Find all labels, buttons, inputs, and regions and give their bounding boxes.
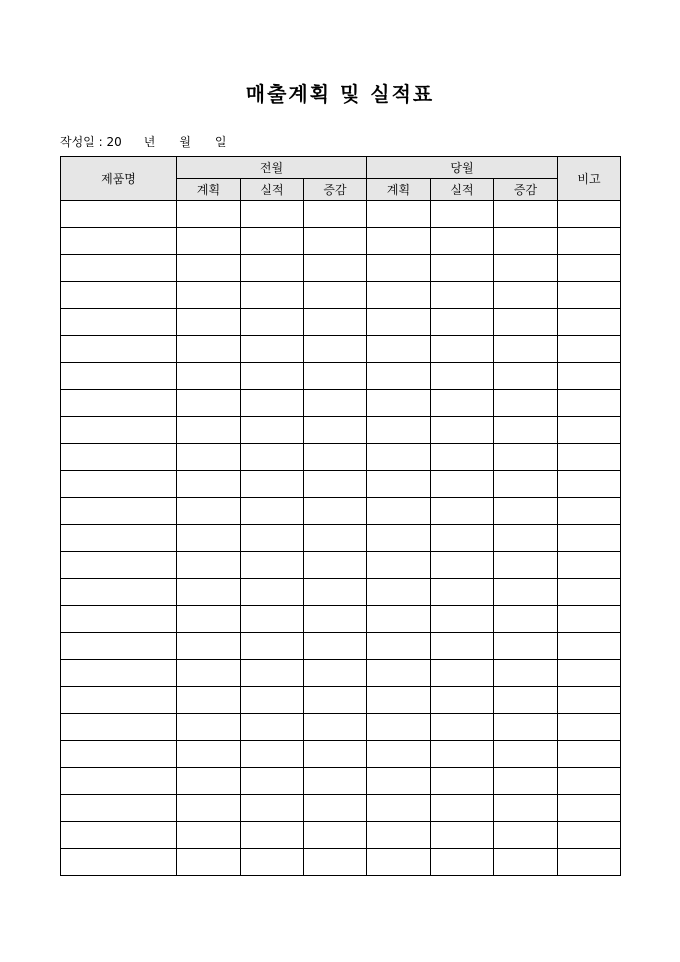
table-cell[interactable] (367, 444, 431, 471)
table-cell[interactable] (177, 660, 241, 687)
table-cell[interactable] (61, 309, 177, 336)
table-row (61, 579, 621, 606)
table-cell[interactable] (367, 714, 431, 741)
table-cell[interactable] (241, 633, 304, 660)
table-row (61, 822, 621, 849)
table-cell[interactable] (177, 417, 241, 444)
table-body (61, 201, 621, 876)
table-cell[interactable] (61, 741, 177, 768)
table-cell[interactable] (558, 552, 621, 579)
table-cell[interactable] (241, 552, 304, 579)
table-cell[interactable] (304, 390, 367, 417)
table-cell[interactable] (241, 606, 304, 633)
table-cell[interactable] (367, 417, 431, 444)
table-cell[interactable] (241, 579, 304, 606)
sales-report-table (60, 156, 621, 876)
table-cell[interactable] (558, 822, 621, 849)
table-cell[interactable] (304, 471, 367, 498)
table-cell[interactable] (61, 660, 177, 687)
table-cell[interactable] (304, 417, 367, 444)
table-cell[interactable] (241, 282, 304, 309)
table-cell[interactable] (304, 606, 367, 633)
table-cell[interactable] (367, 390, 431, 417)
table-cell[interactable] (494, 525, 558, 552)
table-cell[interactable] (367, 201, 431, 228)
table-cell[interactable] (61, 201, 177, 228)
table-cell[interactable] (367, 255, 431, 282)
table-cell[interactable] (61, 255, 177, 282)
table-row (61, 336, 621, 363)
table-cell[interactable] (304, 201, 367, 228)
table-cell[interactable] (494, 714, 558, 741)
table-cell[interactable] (558, 255, 621, 282)
table-cell[interactable] (367, 309, 431, 336)
table-cell[interactable] (61, 633, 177, 660)
table-cell[interactable] (558, 741, 621, 768)
table-cell[interactable] (61, 606, 177, 633)
table-cell[interactable] (431, 282, 494, 309)
table-cell[interactable] (177, 741, 241, 768)
table-cell[interactable] (367, 336, 431, 363)
table-cell[interactable] (304, 228, 367, 255)
table-cell[interactable] (61, 471, 177, 498)
table-cell[interactable] (61, 336, 177, 363)
table-cell[interactable] (304, 795, 367, 822)
table-cell[interactable] (61, 849, 177, 876)
table-cell[interactable] (241, 336, 304, 363)
table-cell[interactable] (177, 714, 241, 741)
current-actual-header: 실적 (431, 179, 494, 201)
month-unit: 월 (179, 135, 191, 149)
table-cell[interactable] (61, 579, 177, 606)
table-cell[interactable] (494, 795, 558, 822)
table-cell[interactable] (241, 309, 304, 336)
table-cell[interactable] (177, 768, 241, 795)
table-cell[interactable] (494, 822, 558, 849)
table-cell[interactable] (431, 741, 494, 768)
table-cell[interactable] (558, 363, 621, 390)
table-row (61, 768, 621, 795)
table-cell[interactable] (558, 714, 621, 741)
table-cell[interactable] (61, 714, 177, 741)
table-cell[interactable] (494, 579, 558, 606)
table-row (61, 741, 621, 768)
table-cell[interactable] (558, 768, 621, 795)
table-cell[interactable] (177, 228, 241, 255)
table-cell[interactable] (558, 282, 621, 309)
prev-month-header: 전월 (177, 157, 367, 179)
table-row (61, 795, 621, 822)
table-cell[interactable] (494, 444, 558, 471)
table-cell[interactable] (177, 525, 241, 552)
prev-change-header: 증감 (304, 179, 367, 201)
table-cell[interactable] (431, 552, 494, 579)
table-cell[interactable] (304, 822, 367, 849)
table-cell[interactable] (494, 498, 558, 525)
table-cell[interactable] (494, 309, 558, 336)
table-cell[interactable] (367, 606, 431, 633)
table-cell[interactable] (431, 606, 494, 633)
table-cell[interactable] (431, 471, 494, 498)
table-cell[interactable] (558, 309, 621, 336)
table-cell[interactable] (177, 498, 241, 525)
current-plan-header: 계획 (367, 179, 431, 201)
table-cell[interactable] (177, 390, 241, 417)
table-row (61, 552, 621, 579)
table-cell[interactable] (431, 228, 494, 255)
table-row (61, 849, 621, 876)
table-cell[interactable] (431, 795, 494, 822)
table-cell[interactable] (367, 471, 431, 498)
table-cell[interactable] (61, 525, 177, 552)
table-row (61, 417, 621, 444)
table-cell[interactable] (241, 471, 304, 498)
table-cell[interactable] (431, 336, 494, 363)
table-cell[interactable] (367, 795, 431, 822)
table-cell[interactable] (431, 714, 494, 741)
table-cell[interactable] (367, 282, 431, 309)
table-cell[interactable] (304, 309, 367, 336)
table-cell[interactable] (177, 822, 241, 849)
table-cell[interactable] (61, 282, 177, 309)
table-cell[interactable] (494, 741, 558, 768)
table-cell[interactable] (494, 768, 558, 795)
product-name-header: 제품명 (61, 157, 177, 201)
table-cell[interactable] (558, 687, 621, 714)
table-cell[interactable] (431, 660, 494, 687)
table-cell[interactable] (304, 660, 367, 687)
table-cell[interactable] (304, 633, 367, 660)
table-cell[interactable] (494, 849, 558, 876)
table-cell[interactable] (431, 822, 494, 849)
table-cell[interactable] (367, 228, 431, 255)
current-change-header: 증감 (494, 179, 558, 201)
table-cell[interactable] (304, 363, 367, 390)
table-cell[interactable] (177, 309, 241, 336)
table-cell[interactable] (304, 741, 367, 768)
table-cell[interactable] (241, 444, 304, 471)
table-cell[interactable] (431, 525, 494, 552)
table-cell[interactable] (241, 363, 304, 390)
table-cell[interactable] (61, 228, 177, 255)
table-cell[interactable] (494, 606, 558, 633)
table-cell[interactable] (61, 363, 177, 390)
table-cell[interactable] (304, 579, 367, 606)
table-cell[interactable] (61, 417, 177, 444)
table-row (61, 633, 621, 660)
table-cell[interactable] (558, 606, 621, 633)
table-cell[interactable] (367, 768, 431, 795)
table-cell[interactable] (431, 363, 494, 390)
table-row (61, 228, 621, 255)
table-cell[interactable] (304, 687, 367, 714)
table-cell[interactable] (494, 336, 558, 363)
table-cell[interactable] (431, 390, 494, 417)
table-cell[interactable] (367, 687, 431, 714)
table-cell[interactable] (177, 579, 241, 606)
table-cell[interactable] (241, 687, 304, 714)
table-cell[interactable] (241, 228, 304, 255)
table-cell[interactable] (61, 390, 177, 417)
day-unit: 일 (214, 135, 227, 149)
table-cell[interactable] (558, 336, 621, 363)
table-cell[interactable] (241, 201, 304, 228)
table-cell[interactable] (494, 552, 558, 579)
table-cell[interactable] (177, 795, 241, 822)
table-cell[interactable] (367, 849, 431, 876)
table-cell[interactable] (558, 471, 621, 498)
table-cell[interactable] (494, 228, 558, 255)
table-cell[interactable] (431, 687, 494, 714)
table-cell[interactable] (494, 282, 558, 309)
table-cell[interactable] (494, 390, 558, 417)
table-cell[interactable] (241, 498, 304, 525)
table-cell[interactable] (177, 363, 241, 390)
table-cell[interactable] (494, 633, 558, 660)
table-cell[interactable] (177, 687, 241, 714)
table-cell[interactable] (177, 552, 241, 579)
table-cell[interactable] (177, 255, 241, 282)
table-cell[interactable] (558, 390, 621, 417)
table-cell[interactable] (241, 417, 304, 444)
table-cell[interactable] (558, 444, 621, 471)
table-cell[interactable] (61, 687, 177, 714)
table-cell[interactable] (558, 633, 621, 660)
table-row (61, 255, 621, 282)
table-row (61, 525, 621, 552)
table-cell[interactable] (177, 336, 241, 363)
table-cell[interactable] (367, 579, 431, 606)
table-cell[interactable] (494, 687, 558, 714)
table-cell[interactable] (304, 714, 367, 741)
table-row (61, 606, 621, 633)
table-row (61, 714, 621, 741)
document-title: 매출계획 및 실적표 (245, 82, 435, 106)
date-label: 작성일 : 20 (60, 135, 122, 149)
table-cell[interactable] (558, 417, 621, 444)
table-cell[interactable] (177, 633, 241, 660)
table-cell[interactable] (431, 201, 494, 228)
table-cell[interactable] (431, 417, 494, 444)
table-cell[interactable] (61, 768, 177, 795)
table-cell[interactable] (177, 849, 241, 876)
table-cell[interactable] (367, 741, 431, 768)
table-cell[interactable] (304, 525, 367, 552)
table-cell[interactable] (304, 282, 367, 309)
table-cell[interactable] (431, 633, 494, 660)
table-cell[interactable] (367, 525, 431, 552)
table-cell[interactable] (241, 255, 304, 282)
table-cell[interactable] (241, 714, 304, 741)
table-cell[interactable] (494, 363, 558, 390)
table-cell[interactable] (431, 498, 494, 525)
table-cell[interactable] (367, 633, 431, 660)
table-cell[interactable] (241, 795, 304, 822)
table-cell[interactable] (304, 768, 367, 795)
table-cell[interactable] (304, 498, 367, 525)
table-cell[interactable] (367, 498, 431, 525)
table-cell[interactable] (304, 552, 367, 579)
table-cell[interactable] (494, 417, 558, 444)
table-row (61, 444, 621, 471)
table-row (61, 660, 621, 687)
table-cell[interactable] (177, 606, 241, 633)
table-cell[interactable] (61, 795, 177, 822)
remarks-header: 비고 (558, 157, 621, 201)
table-cell[interactable] (241, 390, 304, 417)
current-month-header: 당월 (367, 157, 558, 179)
table-row (61, 309, 621, 336)
table-cell[interactable] (558, 498, 621, 525)
table-cell[interactable] (61, 822, 177, 849)
table-cell[interactable] (304, 255, 367, 282)
table-cell[interactable] (431, 579, 494, 606)
table-cell[interactable] (558, 795, 621, 822)
prev-plan-header: 계획 (177, 179, 241, 201)
date-line (60, 133, 227, 150)
table-cell[interactable] (177, 201, 241, 228)
table-cell[interactable] (494, 660, 558, 687)
table-cell[interactable] (177, 444, 241, 471)
table-cell[interactable] (367, 660, 431, 687)
table-cell[interactable] (241, 849, 304, 876)
table-row (61, 390, 621, 417)
table-cell[interactable] (558, 228, 621, 255)
table-cell[interactable] (431, 255, 494, 282)
table-cell[interactable] (241, 768, 304, 795)
table-cell[interactable] (61, 498, 177, 525)
table-cell[interactable] (558, 525, 621, 552)
table-cell[interactable] (241, 525, 304, 552)
table-row (61, 498, 621, 525)
table-cell[interactable] (304, 849, 367, 876)
table-cell[interactable] (431, 309, 494, 336)
table-row (61, 687, 621, 714)
table-cell[interactable] (431, 444, 494, 471)
table-cell[interactable] (367, 363, 431, 390)
table-cell[interactable] (558, 201, 621, 228)
table-cell[interactable] (494, 201, 558, 228)
table-cell[interactable] (367, 552, 431, 579)
table-cell[interactable] (367, 822, 431, 849)
prev-actual-header: 실적 (241, 179, 304, 201)
table-cell[interactable] (177, 282, 241, 309)
table-cell[interactable] (558, 849, 621, 876)
table-cell[interactable] (558, 660, 621, 687)
table-row (61, 201, 621, 228)
table-cell[interactable] (558, 579, 621, 606)
table-cell[interactable] (241, 660, 304, 687)
table-cell[interactable] (304, 444, 367, 471)
table-cell[interactable] (494, 255, 558, 282)
table-cell[interactable] (241, 741, 304, 768)
table-cell[interactable] (61, 444, 177, 471)
table-row (61, 363, 621, 390)
year-unit: 년 (143, 135, 156, 149)
table-cell[interactable] (431, 849, 494, 876)
table-cell[interactable] (431, 768, 494, 795)
table-cell[interactable] (304, 336, 367, 363)
table-cell[interactable] (494, 471, 558, 498)
table-cell[interactable] (61, 552, 177, 579)
table-row (61, 282, 621, 309)
table-cell[interactable] (241, 822, 304, 849)
table-row (61, 471, 621, 498)
table-cell[interactable] (177, 471, 241, 498)
